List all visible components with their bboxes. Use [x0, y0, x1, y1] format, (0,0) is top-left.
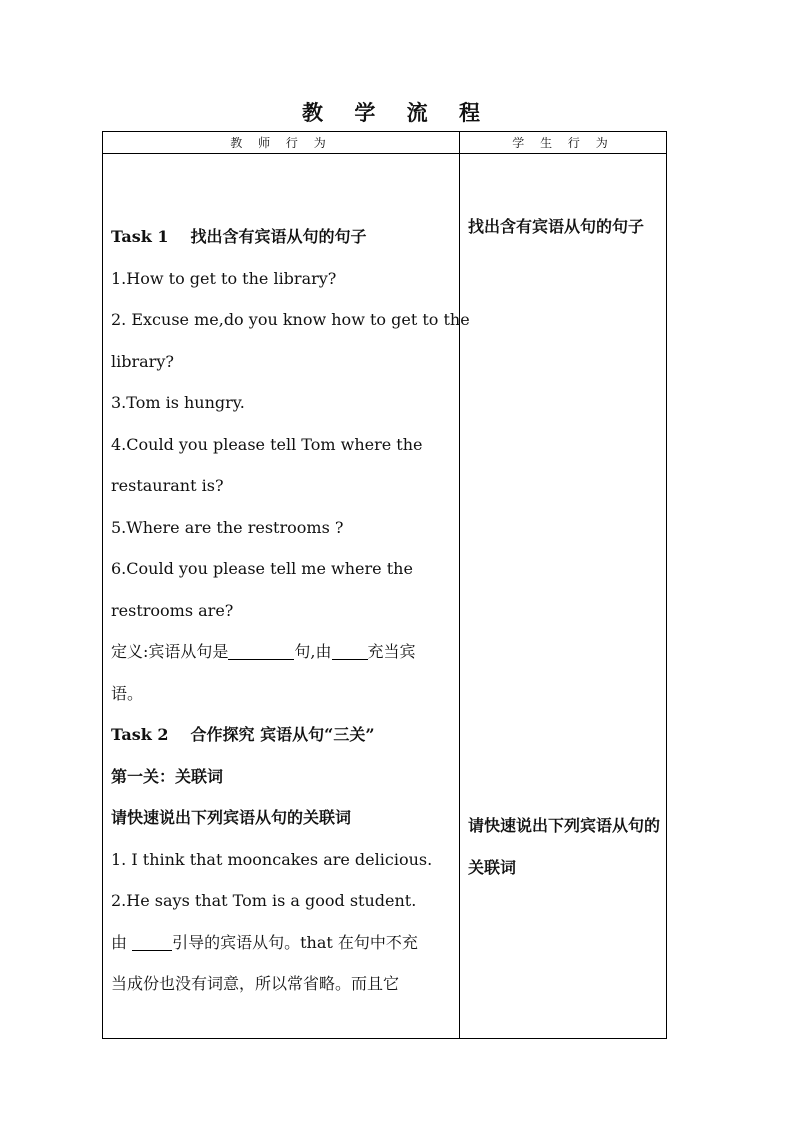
teacher-content	[111, 216, 470, 1005]
task2-label: Task 2	[111, 725, 169, 744]
task2-line: 1. I think that mooncakes are delicious.	[111, 849, 433, 869]
task1-line: 4.Could you please tell Tom where the	[111, 434, 423, 454]
student-note-2: 请快速说出下列宾语从句的关联词	[468, 816, 661, 877]
student-cell	[460, 154, 667, 1039]
task1-line: 6.Could you please tell me where the	[111, 559, 413, 578]
task2-heading	[111, 714, 453, 756]
student-column-header: 学 生 行 为	[460, 132, 667, 154]
level1-heading: 第一关：关联词	[111, 766, 224, 786]
task1-heading	[111, 216, 453, 258]
explain-line-2: 当成份也没有词意，所以常省略。而且它	[111, 974, 400, 993]
task2-prompt: 请快速说出下列宾语从句的关联词	[111, 808, 352, 827]
definition-line: 定义:宾语从句是 句,由 充当宾	[111, 642, 416, 661]
task1-line: 3.Tom is hungry.	[111, 393, 245, 412]
teaching-flow-table	[102, 131, 667, 1039]
task1-line: 1.How to get to the library?	[111, 268, 337, 288]
student-note-1: 找出含有宾语从句的句子	[468, 217, 645, 236]
task1-line: restaurant is?	[111, 476, 224, 495]
task1-title: 找出含有宾语从句的句子	[190, 227, 367, 246]
task1-line: 5.Where are the restrooms ?	[111, 517, 344, 537]
page-title: 教 学 流 程	[302, 100, 492, 125]
teacher-cell	[103, 154, 470, 1039]
teacher-column-header: 教 师 行 为	[103, 132, 460, 154]
fill-blank	[228, 643, 294, 660]
task2-title: 合作探究 宾语从句“三关”	[190, 725, 375, 744]
task1-line: restrooms are?	[111, 600, 234, 620]
task1-label: Task 1	[111, 227, 169, 246]
task1-line: library?	[111, 351, 174, 371]
explain-line: 由 引导的宾语从句。that 在句中不充	[111, 932, 418, 952]
task1-line: 2. Excuse me,do you know how to get to the	[111, 310, 470, 329]
fill-blank	[332, 643, 368, 660]
definition-end: 语。	[111, 683, 144, 703]
task2-line: 2.He says that Tom is a good student.	[111, 891, 417, 910]
fill-blank	[132, 934, 172, 951]
